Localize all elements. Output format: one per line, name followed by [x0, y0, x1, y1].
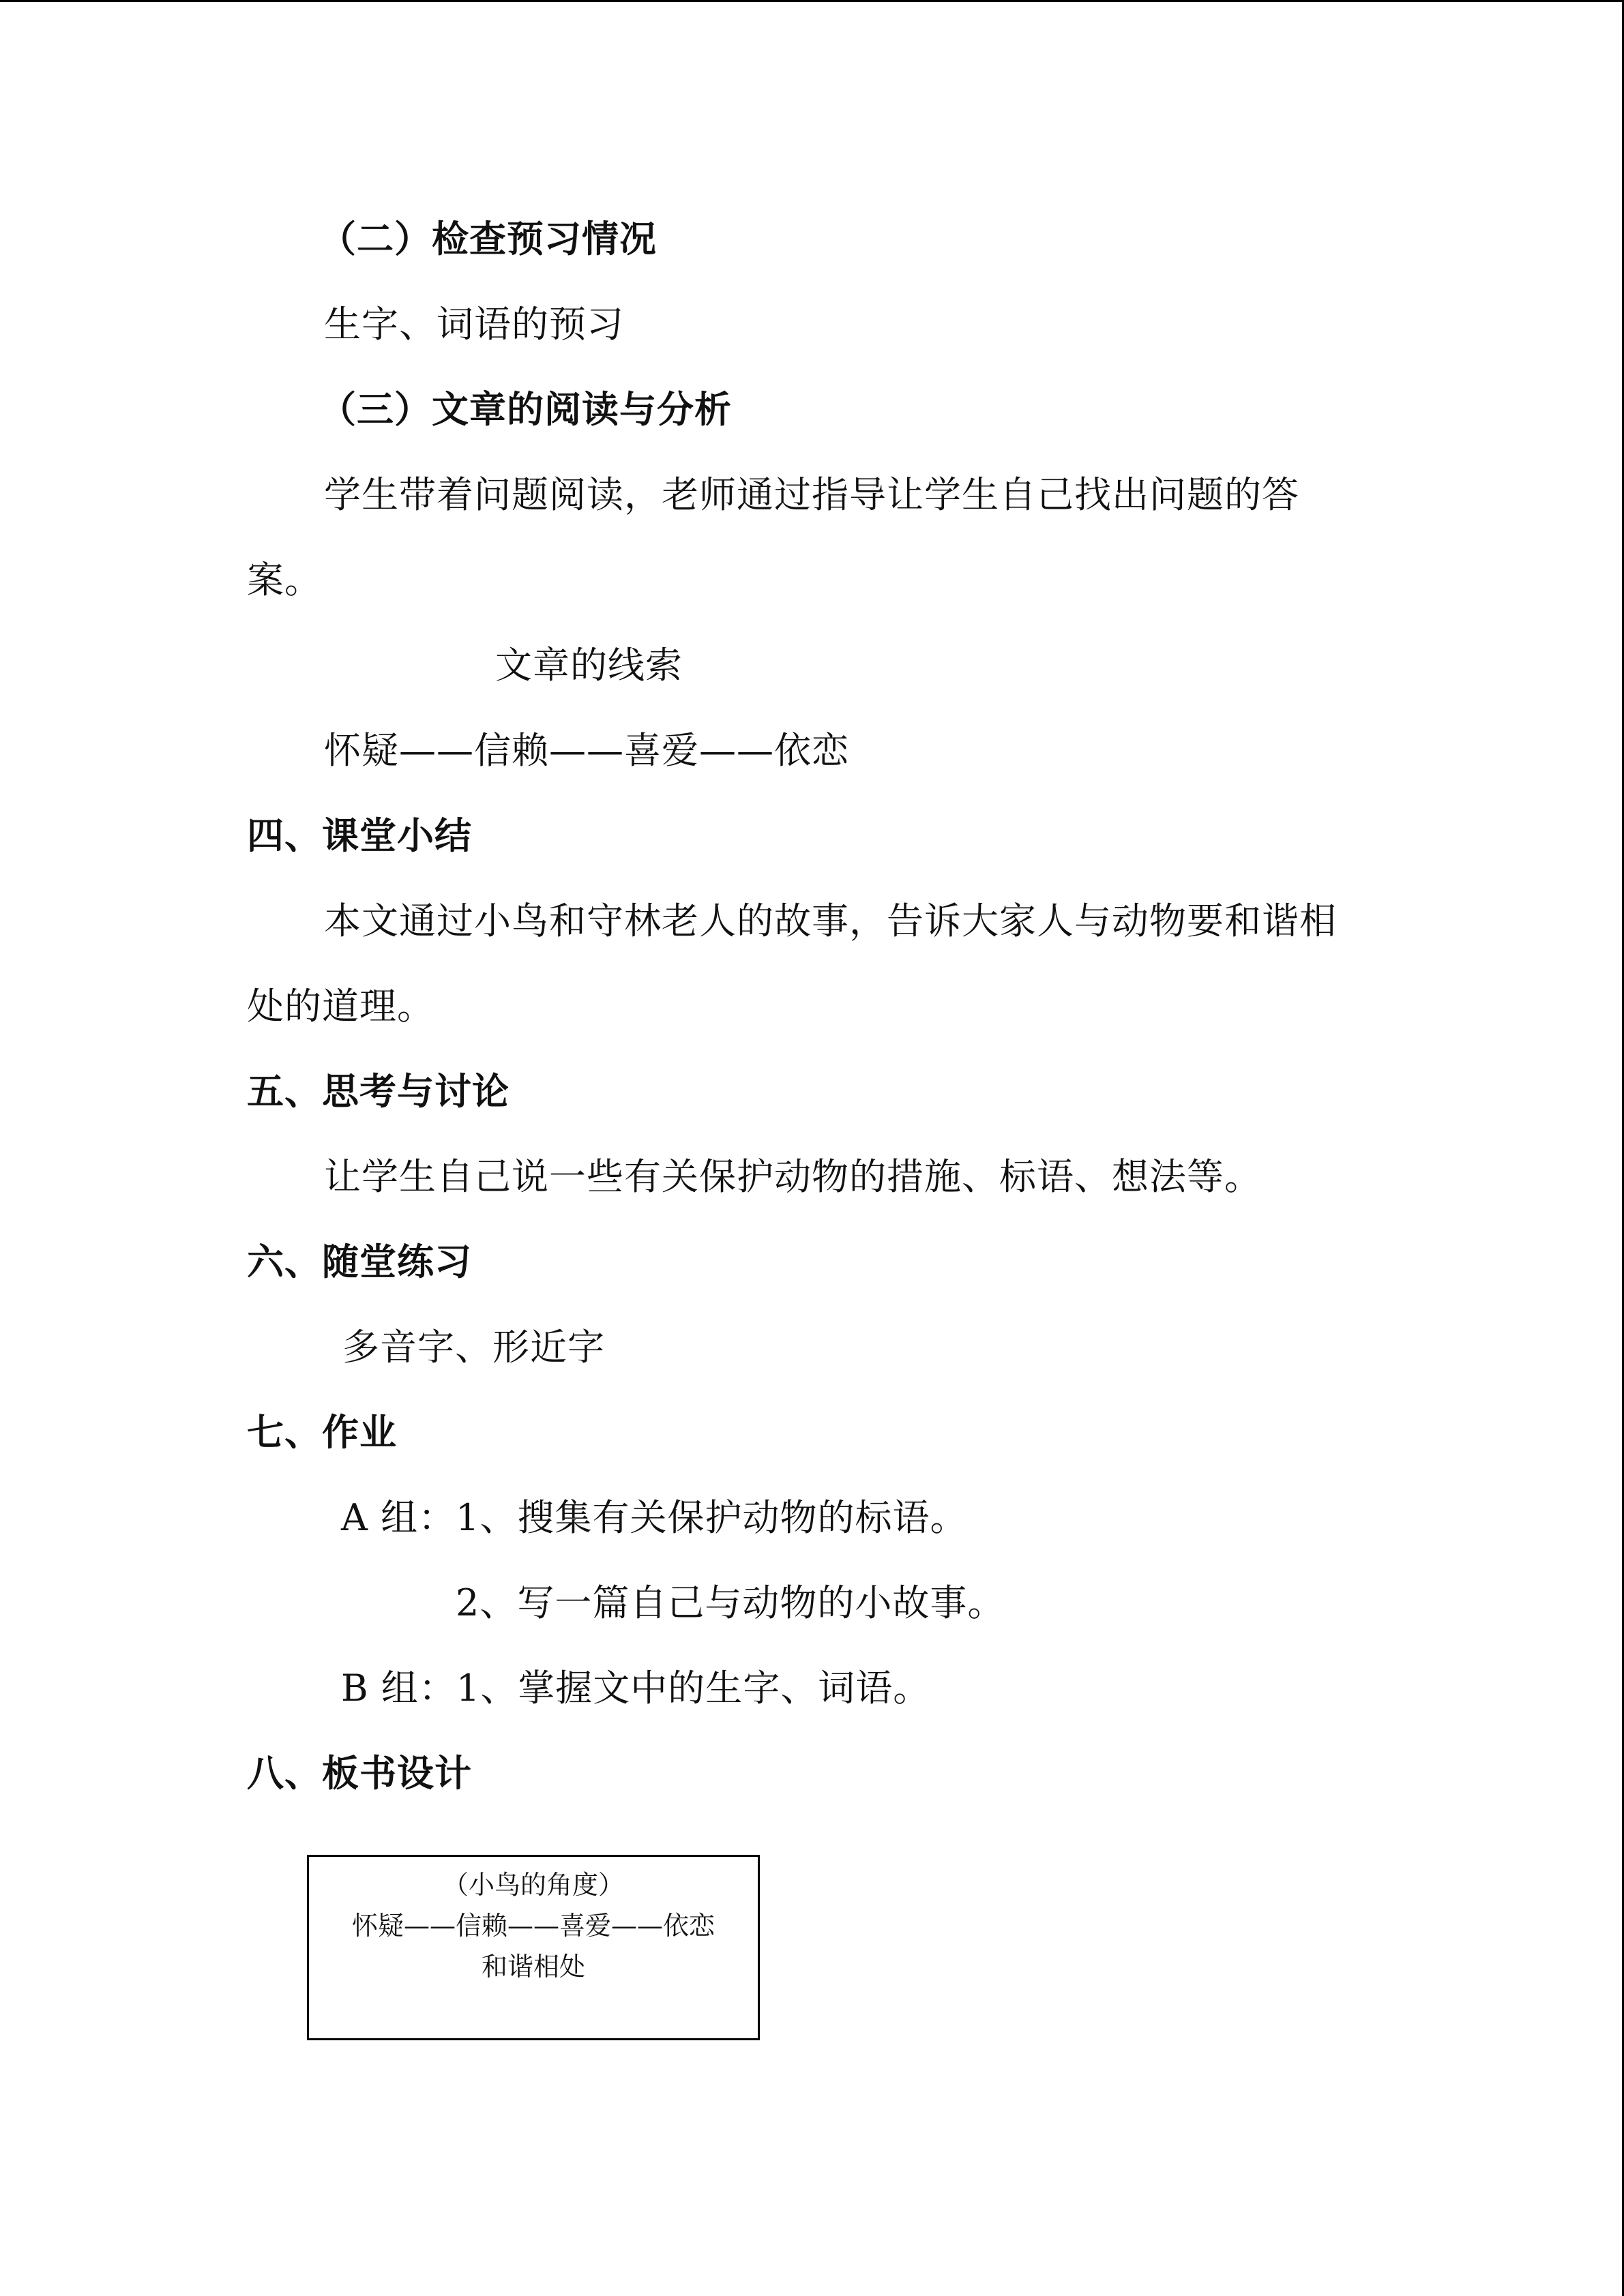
homework-group-a-item-1: A 组：1、搜集有关保护动物的标语。: [341, 1496, 968, 1539]
board-line-perspective: （小鸟的角度）: [442, 1870, 624, 1900]
discussion-body: 让学生自己说一些有关保护动物的措施、标语、想法等。: [324, 1155, 1262, 1198]
class-summary-line-2: 处的道理。: [247, 985, 434, 1028]
article-clue-title: 文章的线索: [495, 644, 683, 687]
section-heading-preview-check: （二）检查预习情况: [319, 218, 657, 260]
reading-analysis-body-line-2: 案。: [247, 558, 322, 601]
page-top-border: [0, 0, 1624, 2]
board-line-sequence: 怀疑——信赖——喜爱——依恋: [351, 1911, 715, 1941]
board-line-harmony: 和谐相处: [481, 1952, 585, 1982]
section-heading-class-summary: 四、课堂小结: [247, 814, 472, 857]
section-heading-board-design: 八、板书设计: [247, 1752, 472, 1795]
section-heading-homework: 七、作业: [247, 1411, 397, 1454]
preview-check-body: 生字、词语的预习: [324, 303, 624, 346]
article-clue-sequence: 怀疑——信赖——喜爱——依恋: [324, 729, 849, 772]
section-heading-discussion: 五、思考与讨论: [247, 1070, 510, 1113]
section-heading-reading-analysis: （三）文章的阅读与分析: [319, 388, 732, 431]
class-summary-line-1: 本文通过小鸟和守林老人的故事，告诉大家人与动物要和谐相: [324, 899, 1337, 942]
homework-group-a-item-2: 2、写一篇自己与动物的小故事。: [456, 1581, 1005, 1624]
homework-group-b-item-1: B 组：1、掌握文中的生字、词语。: [341, 1667, 931, 1710]
reading-analysis-body-line-1: 学生带着问题阅读，老师通过指导让学生自己找出问题的答: [324, 473, 1299, 516]
board-design-box: [307, 1855, 760, 2040]
practice-body: 多音字、形近字: [342, 1326, 605, 1369]
section-heading-practice: 六、随堂练习: [247, 1240, 472, 1283]
